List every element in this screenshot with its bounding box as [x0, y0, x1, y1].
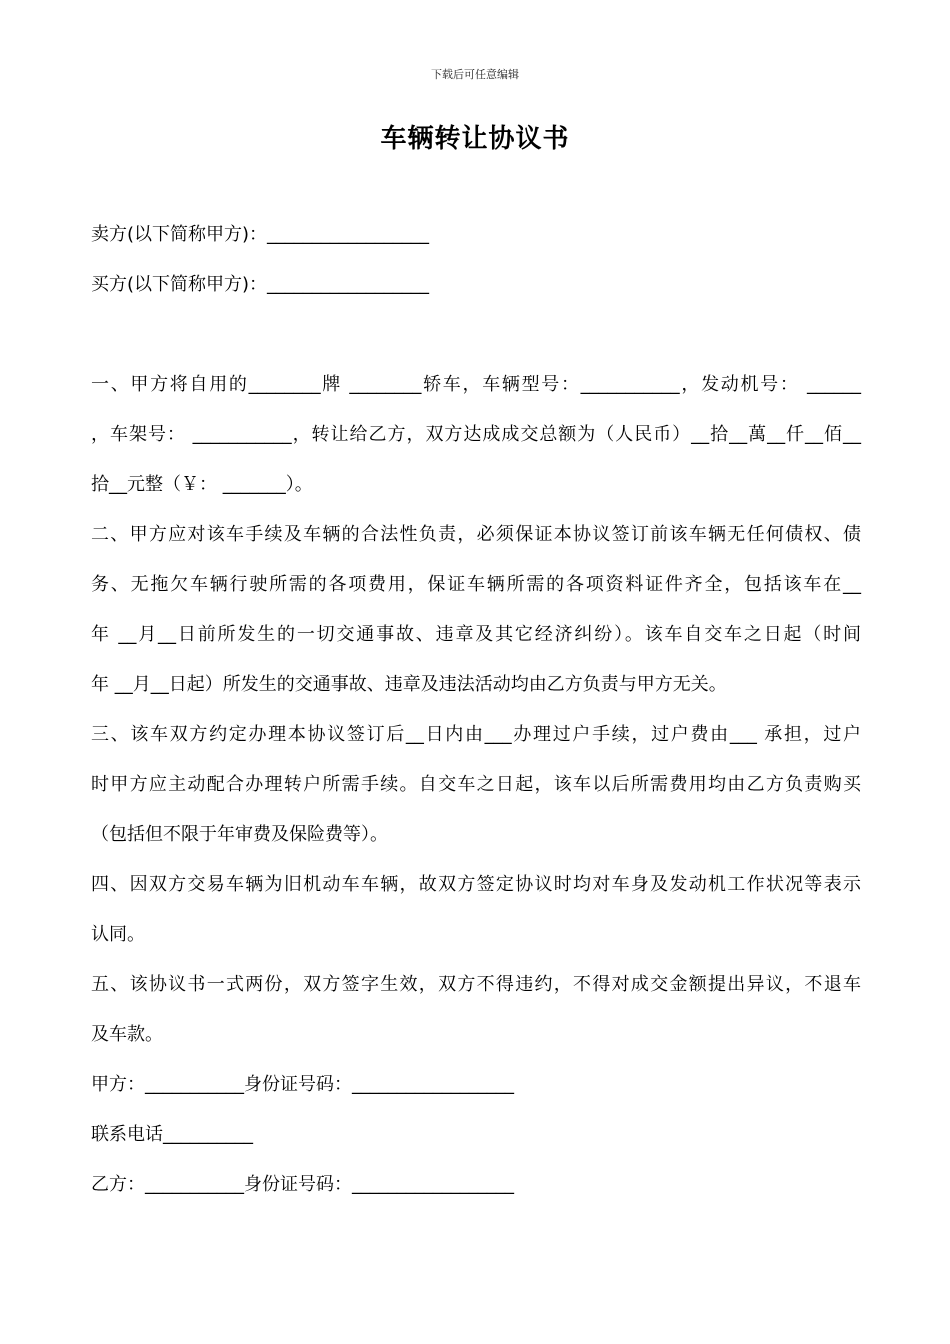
phone-line: 联系电话__________	[91, 1124, 253, 1145]
clause-2-line-2: 务、无拖欠车辆行驶所需的各项费用，保证车辆所需的各项资料证件齐全，包括该车在__	[91, 574, 861, 595]
party-a-signature-line: 甲方：___________身份证号码：__________________	[91, 1074, 514, 1095]
clause-1-line-1: 一、甲方将自用的________牌 ________轿车，车辆型号：___________，发动机号： ______	[91, 374, 861, 395]
clause-3-line-2: 时甲方应主动配合办理转户所需手续。自交车之日起，该车以后所需费用均由乙方负责购买	[91, 774, 861, 795]
clause-5-line-1: 五、该协议书一式两份，双方签字生效，双方不得违约，不得对成交金额提出异议，不退车	[91, 974, 861, 995]
clause-3-line-1: 三、该车双方约定办理本协议签订后__日内由___办理过户手续，过户费由___ 承担，过户	[91, 724, 861, 745]
header-note: 下载后可任意编辑	[431, 68, 519, 81]
clause-4-line-2: 认同。	[91, 924, 145, 945]
clause-2-line-1: 二、甲方应对该车手续及车辆的合法性负责，必须保证本协议签订前该车辆无任何债权、债	[91, 524, 861, 545]
clause-3-line-3: （包括但不限于年审费及保险费等）。	[91, 824, 388, 845]
clause-5-line-2: 及车款。	[91, 1024, 163, 1045]
party-b-signature-line: 乙方：___________身份证号码：__________________	[91, 1174, 514, 1195]
clause-4-line-1: 四、因双方交易车辆为旧机动车车辆，故双方签定协议时均对车身及发动机工作状况等表示	[91, 874, 861, 895]
clause-1-line-3: 拾__元整（￥： _______）。	[91, 474, 313, 495]
clause-1-line-2: ，车架号： ___________，转让给乙方，双方达成成交总额为（人民币）__拾__萬__仟__佰__	[91, 424, 861, 445]
buyer-line: 买方(以下简称甲方)：__________________	[91, 274, 430, 295]
clause-2-line-4: 年 __月__日起）所发生的交通事故、违章及违法活动均由乙方负责与甲方无关。	[91, 674, 727, 695]
seller-line: 卖方(以下简称甲方)：__________________	[91, 224, 430, 245]
clause-2-line-3: 年 __月__日前所发生的一切交通事故、违章及其它经济纠纷）。该车自交车之日起（时间	[91, 624, 861, 645]
document-title: 车辆转让协议书	[380, 124, 570, 154]
